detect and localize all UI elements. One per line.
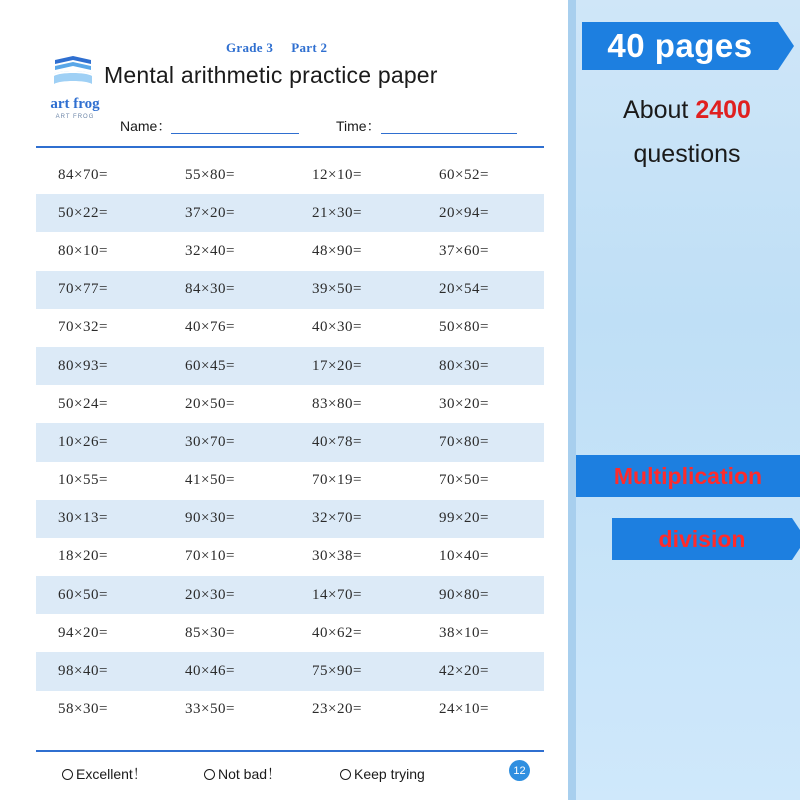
- problem-row: [36, 576, 544, 614]
- problem-cell: 37×20=: [185, 204, 235, 221]
- problem-cell: 10×26=: [58, 433, 108, 450]
- problem-cell: 40×78=: [312, 433, 362, 450]
- problem-cell: 80×30=: [439, 357, 489, 374]
- problem-row: [36, 271, 544, 309]
- worksheet-footer: [36, 750, 544, 796]
- problem-cell: 50×24=: [58, 395, 108, 412]
- problem-row: [36, 614, 544, 652]
- problem-cell: 84×70=: [58, 166, 108, 183]
- problem-row: [36, 652, 544, 690]
- problem-cell: 24×10=: [439, 701, 489, 718]
- problem-cell: 70×10=: [185, 548, 235, 565]
- radio-icon[interactable]: [62, 769, 73, 780]
- problem-row: [36, 423, 544, 461]
- problem-row: [36, 232, 544, 270]
- time-label: Time：: [336, 118, 381, 134]
- rating-label: Keep trying: [354, 766, 425, 782]
- problem-cell: 30×38=: [312, 548, 362, 565]
- problem-cell: 20×50=: [185, 395, 235, 412]
- rating-label: Excellent！: [76, 766, 147, 782]
- problem-cell: 20×30=: [185, 586, 235, 603]
- problem-cell: 94×20=: [58, 624, 108, 641]
- problem-row: [36, 194, 544, 232]
- problem-cell: 80×93=: [58, 357, 108, 374]
- brand-logo: [34, 54, 116, 128]
- problem-cell: 60×52=: [439, 166, 489, 183]
- problem-cell: 70×50=: [439, 472, 489, 489]
- problem-cell: 42×20=: [439, 663, 489, 680]
- problem-cell: 85×30=: [185, 624, 235, 641]
- problem-cell: 10×55=: [58, 472, 108, 489]
- problem-cell: 50×22=: [58, 204, 108, 221]
- problem-cell: 60×45=: [185, 357, 235, 374]
- problem-cell: 60×50=: [58, 586, 108, 603]
- problem-cell: 10×40=: [439, 548, 489, 565]
- name-input-line[interactable]: [171, 118, 299, 134]
- problem-cell: 18×20=: [58, 548, 108, 565]
- problem-cell: 33×50=: [185, 701, 235, 718]
- about-questions-line: [582, 96, 792, 125]
- radio-icon[interactable]: [340, 769, 351, 780]
- problem-cell: 75×90=: [312, 663, 362, 680]
- brand-subtitle: ART FROG: [55, 114, 95, 120]
- promo-panel: [568, 0, 800, 800]
- problem-cell: 50×80=: [439, 319, 489, 336]
- problem-cell: 84×30=: [185, 281, 235, 298]
- questions-label: questions: [633, 140, 741, 168]
- rating-label: Not bad！: [218, 766, 282, 782]
- grade-label: Grade 3: [226, 40, 274, 55]
- problem-cell: 70×77=: [58, 281, 108, 298]
- problem-row: [36, 500, 544, 538]
- page-title: Mental arithmetic practice paper: [104, 62, 438, 88]
- name-label: Name：: [120, 118, 172, 134]
- problem-cell: 40×76=: [185, 319, 235, 336]
- problem-cell: 98×40=: [58, 663, 108, 680]
- problem-cell: 58×30=: [58, 701, 108, 718]
- footer-divider: [36, 750, 544, 752]
- problem-cell: 21×30=: [312, 204, 362, 221]
- problem-cell: 38×10=: [439, 624, 489, 641]
- problem-row: [36, 691, 544, 729]
- problem-cell: 55×80=: [185, 166, 235, 183]
- problem-cell: 30×70=: [185, 433, 235, 450]
- problem-cell: 90×30=: [185, 510, 235, 527]
- problem-cell: 80×10=: [58, 242, 108, 259]
- problem-cell: 30×20=: [439, 395, 489, 412]
- problem-cell: 70×32=: [58, 319, 108, 336]
- problem-cell: 39×50=: [312, 281, 362, 298]
- time-field[interactable]: [336, 116, 517, 136]
- grade-part-line: [226, 40, 327, 56]
- tag-multiplication: Multiplication: [576, 455, 800, 497]
- problem-cell: 40×30=: [312, 319, 362, 336]
- radio-icon[interactable]: [204, 769, 215, 780]
- problem-cell: 14×70=: [312, 586, 362, 603]
- pages-badge: 40 pages: [582, 22, 778, 70]
- problem-cell: 30×13=: [58, 510, 108, 527]
- page-number-badge: 12: [509, 760, 530, 781]
- rating-option-not-bad[interactable]: [204, 764, 340, 784]
- brand-name: art frog: [50, 96, 100, 112]
- problem-cell: 20×94=: [439, 204, 489, 221]
- problem-cell: 17×20=: [312, 357, 362, 374]
- problem-cell: 20×54=: [439, 281, 489, 298]
- about-number: 2400: [695, 96, 751, 124]
- problem-cell: 32×70=: [312, 510, 362, 527]
- problem-cell: 90×80=: [439, 586, 489, 603]
- problem-cell: 83×80=: [312, 395, 362, 412]
- header-divider: [36, 146, 544, 148]
- worksheet: [30, 22, 550, 782]
- fields-row: [120, 114, 540, 140]
- problem-cell: 32×40=: [185, 242, 235, 259]
- problems-grid: [36, 156, 544, 729]
- problem-row: [36, 538, 544, 576]
- tag-division: division: [612, 518, 792, 560]
- self-rating-options: [62, 764, 502, 784]
- problem-cell: 99×20=: [439, 510, 489, 527]
- problem-cell: 12×10=: [312, 166, 362, 183]
- time-input-line[interactable]: [381, 118, 517, 134]
- about-prefix: About: [623, 96, 696, 124]
- rating-option-excellent[interactable]: [62, 764, 204, 784]
- name-field[interactable]: [120, 116, 299, 136]
- part-label: Part 2: [291, 40, 328, 55]
- book-icon: [52, 54, 94, 90]
- problem-cell: 70×19=: [312, 472, 362, 489]
- problem-row: [36, 347, 544, 385]
- worksheet-header: [30, 22, 550, 142]
- problem-cell: 37×60=: [439, 242, 489, 259]
- problem-row: [36, 385, 544, 423]
- problem-row: [36, 156, 544, 194]
- problem-cell: 40×62=: [312, 624, 362, 641]
- panel-edge: [568, 0, 576, 800]
- problem-cell: 23×20=: [312, 701, 362, 718]
- problem-cell: 70×80=: [439, 433, 489, 450]
- rating-option-keep-trying[interactable]: [340, 764, 490, 784]
- problem-cell: 41×50=: [185, 472, 235, 489]
- problem-row: [36, 462, 544, 500]
- problem-cell: 48×90=: [312, 242, 362, 259]
- problem-row: [36, 309, 544, 347]
- problem-cell: 40×46=: [185, 663, 235, 680]
